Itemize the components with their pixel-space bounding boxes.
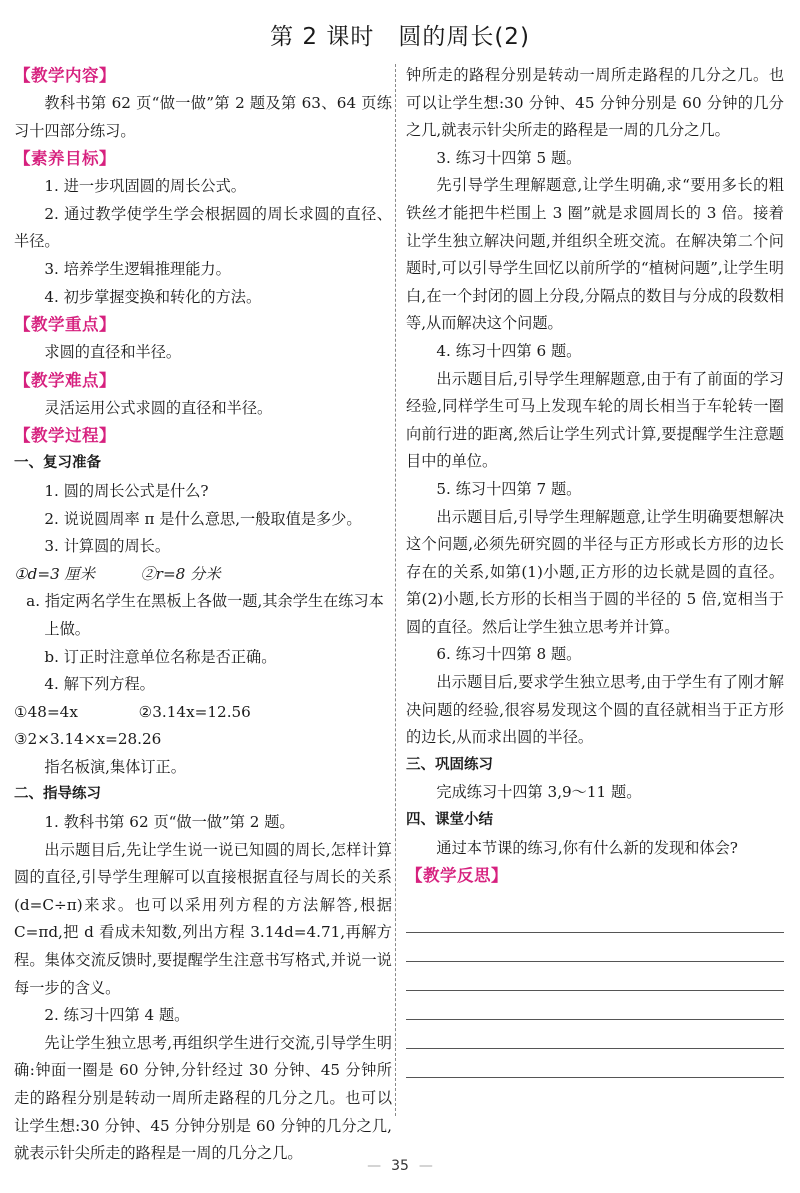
guide-p6-heading: 6. 练习十四第 8 题。 [436,645,582,664]
guide-p5-heading: 5. 练习十四第 7 题。 [436,479,582,498]
page-footer [0,1158,800,1174]
review-q4-items-1: ①48=4x ②3.14x=12.56 [14,702,251,721]
writing-line [406,991,784,1020]
page-number: 35 [391,1158,409,1174]
section-heading-difficulty: 【教学难点】 [14,370,116,390]
footer-dash-right: — [418,1158,433,1174]
left-column [14,62,392,1163]
difficulty-paragraph: 灵活运用公式求圆的直径和半径。 [44,398,273,417]
guide-p2-continued: 钟所走的路程分别是转动一周所走路程的几分之几。也可以让学生想:30 分钟、45 分钟分别是 60 分钟的几分之几,就表示针尖所走的路程是一周的几分之几。 [406,66,784,140]
guide-p6: 出示题目后,要求学生独立思考,由于学生有了刚才解决问题的经验,很容易发现这个圆的直径就相当于正方形的边长,从而求出圆的半径。 [406,673,784,747]
writing-line [406,933,784,962]
footer-dash-left: — [367,1158,382,1174]
summary-paragraph: 通过本节课的练习,你有什么新的发现和体会? [436,838,738,857]
goal-item: 1. 进一步巩固圆的周长公式。 [44,177,246,196]
summary-heading: 四、课堂小结 [406,812,493,829]
review-q3-items: ①d=3 厘米 ②r=8 分米 [14,564,221,583]
guide-p2: 先让学生独立思考,再组织学生进行交流,引导学生明确:钟面一圈是 60 分钟,分针经过 30 分钟、45 分钟所走的路程分别是转动一周所走路程的几分之几。也可以让学生想:30 分钟、45 分钟分别是 60 分钟的几分之几,就表示针尖所走的路程是一周的几分之几。 [14,1033,392,1163]
review-q4-note: 指名板演,集体订正。 [44,757,186,776]
section-heading-key: 【教学重点】 [14,315,116,335]
review-q3-a: a. 指定两名学生在黑板上各做一题,其余学生在练习本上做。 [26,592,384,638]
right-column [406,62,784,1078]
guide-p5: 出示题目后,引导学生理解题意,让学生明确要想解决这个问题,必须先研究圆的半径与正方形或长方形的边长存在的关系,如第(1)小题,正方形的边长就是圆的直径。第(2)小题,长方形的长相当于圆的半径的 5 倍,宽相当于圆的直径。然后让学生独立思考并计算。 [406,507,784,636]
guide-p4: 出示题目后,引导学生理解题意,由于有了前面的学习经验,同样学生可马上发现车轮的周长相当于车轮转一圈向前行进的距离,然后让学生列式计算,要提醒学生注意题目中的单位。 [406,369,784,471]
review-q4: 4. 解下列方程。 [44,675,155,694]
content-paragraph: 教科书第 62 页“做一做”第 2 题及第 63、64 页练习十四部分练习。 [14,94,392,140]
guide-p3-heading: 3. 练习十四第 5 题。 [436,148,582,167]
column-divider [395,64,396,1116]
writing-line [406,962,784,991]
guide-heading: 二、指导练习 [14,786,101,803]
guide-p4-heading: 4. 练习十四第 6 题。 [436,341,582,360]
review-q4-items-2: ③2×3.14×x=28.26 [14,730,162,749]
review-q3: 3. 计算圆的周长。 [44,537,171,556]
section-heading-content: 【教学内容】 [14,66,116,85]
goal-item: 3. 培养学生逻辑推理能力。 [44,259,231,278]
reflection-lines [406,904,784,1078]
consolidate-paragraph: 完成练习十四第 3,9～11 题。 [436,783,642,802]
section-heading-reflection: 【教学反思】 [406,866,508,886]
guide-p1: 出示题目后,先让学生说一说已知圆的周长,怎样计算圆的直径,引导学生理解可以直接根据直径与周长的关系(d=C÷π)来求。也可以采用列方程的方法解答,根据 C=πd,把 d 看成未知数,列出方程 3.14d=4.71,再解方程。集体交流反馈时,要提醒学生注意书写格式,并说一说每一步的含义。 [14,840,392,997]
writing-line [406,1049,784,1078]
page-title: 第 2 课时 圆的周长(2) [270,24,530,50]
section-heading-process: 【教学过程】 [14,426,116,446]
review-heading: 一、复习准备 [14,455,101,472]
goal-item: 4. 初步掌握变换和转化的方法。 [44,287,262,306]
consolidate-heading: 三、巩固练习 [406,756,493,773]
review-q3-b: b. 订正时注意单位名称是否正确。 [44,647,277,666]
guide-p3: 先引导学生理解题意,让学生明确,求“要用多长的粗铁丝才能把牛栏围上 3 圈”就是求圆周长的 3 倍。接着让学生独立解决问题,并组织全班交流。在解决第二个问题时,可以引导学生回忆以前所学的“植树问题”,让学生明白,在一个封闭的圆上分段,分隔点的数目与分成的段数相等,从而解决这个问题。 [406,176,784,333]
guide-p2-heading: 2. 练习十四第 4 题。 [44,1006,190,1025]
key-paragraph: 求圆的直径和半径。 [44,343,182,362]
writing-line [406,904,784,933]
goal-item: 2. 通过教学使学生学会根据圆的周长求圆的直径、半径。 [14,204,392,251]
section-heading-goals: 【素养目标】 [14,149,116,169]
writing-line [406,1020,784,1049]
review-q2: 2. 说说圆周率 π 是什么意思,一般取值是多少。 [44,509,362,528]
review-q1: 1. 圆的周长公式是什么? [44,481,209,500]
guide-p1-heading: 1. 教科书第 62 页“做一做”第 2 题。 [44,813,295,832]
